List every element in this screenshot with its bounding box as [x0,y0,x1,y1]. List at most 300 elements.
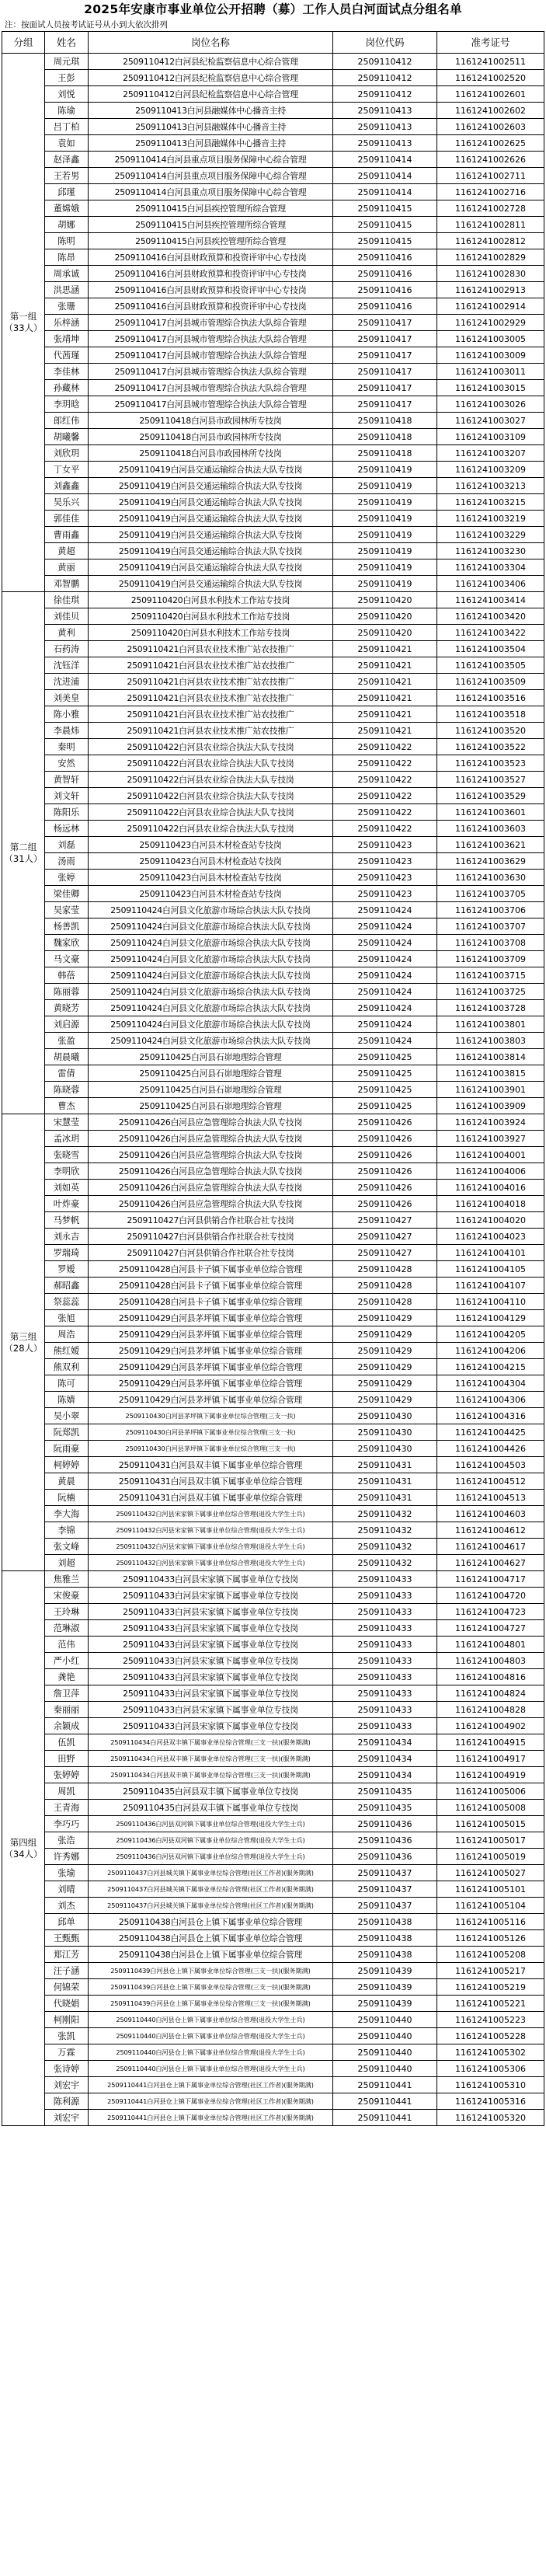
post-name: 2509110436白河县双河镇下属事业单位综合管理(退役大学生士兵) [89,1816,333,1832]
post-code: 2509110418 [333,445,437,462]
post-code: 2509110424 [333,967,437,984]
candidate-name: 罗瑞琦 [45,1245,89,1261]
post-name: 2509110429白河县茅坪镇下属事业单位综合管理 [89,1310,333,1326]
post-code: 2509110437 [333,1865,437,1881]
table-row [2,935,544,951]
candidate-name: 秦明 [45,739,89,755]
post-name: 2509110415白河县疾控管理所综合管理 [89,233,333,249]
post-name: 2509110441白河县仓上镇下属事业单位综合管理(社区工作者)(服务期满) [89,2093,333,2110]
ticket-number: 1161241004513 [437,1490,544,1506]
candidate-name: 汤雨 [45,853,89,870]
post-code: 2509110414 [333,184,437,200]
ticket-number: 1161241005228 [437,2028,544,2044]
post-name: 2509110416白河县财政预算和投资评审中心专技岗 [89,249,333,266]
post-name: 2509110435白河县双丰镇下属事业单位专技岗 [89,1800,333,1816]
post-name: 2509110416白河县财政预算和投资评审中心专技岗 [89,282,333,298]
ticket-number: 1161241003414 [437,592,544,608]
candidate-name: 宋慧莹 [45,1114,89,1131]
ticket-number: 1161241003705 [437,886,544,902]
post-name: 2509110424白河县文化旅游市场综合执法大队专技岗 [89,935,333,951]
post-name: 2509110420白河县水利技术工作站专技岗 [89,608,333,625]
table-row [2,1539,544,1555]
post-code: 2509110413 [333,135,437,152]
candidate-name: 万霖 [45,2044,89,2061]
post-name: 2509110424白河县文化旅游市场综合执法大队专技岗 [89,1033,333,1049]
post-name: 2509110422白河县农业综合执法大队专技岗 [89,821,333,837]
table-row [2,723,544,739]
post-code: 2509110429 [333,1326,437,1343]
table-row [2,2028,544,2044]
post-code: 2509110424 [333,902,437,919]
candidate-name: 王玲琳 [45,1604,89,1620]
post-code: 2509110431 [333,1490,437,1506]
post-code: 2509110430 [333,1424,437,1441]
post-name: 2509110416白河县财政预算和投资评审中心专技岗 [89,266,333,282]
ticket-number: 1161241004816 [437,1669,544,1685]
candidate-name: 王青海 [45,1800,89,1816]
table-row [2,380,544,396]
table-row [2,1669,544,1685]
ticket-number: 1161241004727 [437,1620,544,1637]
table-row [2,396,544,413]
candidate-name: 袁如 [45,135,89,152]
ticket-number: 1161241004304 [437,1375,544,1392]
candidate-name: 秦丽丽 [45,1702,89,1718]
table-row [2,413,544,429]
post-name: 2509110434白河县双丰镇下属事业单位综合管理(三支一扶)(服务期满) [89,1751,333,1767]
table-row [2,119,544,135]
post-name: 2509110422白河县农业综合执法大队专技岗 [89,755,333,772]
table-row [2,1147,544,1163]
ticket-number: 1161241005027 [437,1865,544,1881]
ticket-number: 1161241003707 [437,919,544,935]
ticket-number: 1161241005008 [437,1800,544,1816]
ticket-number: 1161241002811 [437,217,544,233]
post-name: 2509110413白河县融媒体中心播音主持 [89,119,333,135]
table-row [2,462,544,478]
ticket-number: 1161241003230 [437,543,544,559]
post-name: 2509110421白河县农业技术推广站农技推广 [89,706,333,723]
ticket-number: 1161241003527 [437,772,544,788]
candidate-name: 邱单 [45,1914,89,1930]
ticket-number: 1161241003505 [437,657,544,674]
group-label: 第二组（31人） [2,592,45,1114]
candidate-name: 陈阳乐 [45,804,89,821]
table-row [2,1375,544,1392]
post-name: 2509110431白河县双丰镇下属事业单位综合管理 [89,1490,333,1506]
table-row [2,1653,544,1669]
post-code: 2509110413 [333,119,437,135]
table-row [2,1734,544,1751]
post-name: 2509110417白河县城市管理综合执法大队综合管理 [89,315,333,331]
candidate-name: 孟冰玥 [45,1131,89,1147]
candidate-name: 杨善凯 [45,919,89,935]
candidate-name: 陈瑜 [45,103,89,119]
ticket-number: 1161241003219 [437,511,544,527]
table-row [2,821,544,837]
post-code: 2509110415 [333,233,437,249]
table-row [2,1180,544,1196]
table-row [2,184,544,200]
table-row [2,2077,544,2093]
table-row [2,217,544,233]
ticket-number: 1161241003909 [437,1098,544,1114]
table-row [2,674,544,690]
candidate-name: 胡晨曦 [45,1049,89,1065]
candidate-name: 郎红伟 [45,413,89,429]
page-note: 注：按面试人员按考试证号从小到大依次排列 [5,20,168,30]
ticket-number: 1161241002812 [437,233,544,249]
post-code: 2509110419 [333,511,437,527]
ticket-number: 1161241004425 [437,1424,544,1441]
candidate-name: 刘启源 [45,1016,89,1033]
post-name: 2509110430白河县茅坪镇下属事业单位综合管理(三支一扶) [89,1424,333,1441]
ticket-number: 1161241005221 [437,1996,544,2012]
post-name: 2509110428白河县卡子镇下属事业单位综合管理 [89,1294,333,1310]
post-name: 2509110419白河县交通运输综合执法大队专技岗 [89,478,333,494]
candidate-name: 刘美皇 [45,690,89,706]
ticket-number: 1161241003522 [437,739,544,755]
roster-body [2,54,544,2126]
post-name: 2509110421白河县农业技术推广站农技推广 [89,641,333,657]
post-name: 2509110425白河县石峁地理综合管理 [89,1082,333,1098]
candidate-name: 陈丽蓉 [45,984,89,1000]
post-code: 2509110428 [333,1261,437,1278]
post-name: 2509110439白河县仓上镇下属事业单位综合管理(三支一扶)(服务期满) [89,1979,333,1996]
candidate-name: 马梦帆 [45,1212,89,1229]
candidate-name: 丁女平 [45,462,89,478]
post-name: 2509110433白河县宋家镇下属事业单位专技岗 [89,1685,333,1702]
post-code: 2509110424 [333,951,437,967]
post-code: 2509110423 [333,870,437,886]
candidate-name: 王若男 [45,168,89,184]
post-code: 2509110417 [333,380,437,396]
ticket-number: 1161241004215 [437,1359,544,1375]
ticket-number: 1161241003621 [437,837,544,853]
table-row [2,1049,544,1065]
ticket-number: 1161241004717 [437,1571,544,1588]
candidate-name: 郑江芳 [45,1947,89,1963]
candidate-name: 杨远林 [45,821,89,837]
ticket-number: 1161241005223 [437,2012,544,2028]
candidate-name: 乐梓涵 [45,315,89,331]
ticket-number: 1161241003229 [437,527,544,543]
post-code: 2509110417 [333,315,437,331]
candidate-name: 陈利源 [45,2093,89,2110]
table-row [2,1800,544,1816]
ticket-number: 1161241005116 [437,1914,544,1930]
post-name: 2509110433白河县宋家镇下属事业单位专技岗 [89,1571,333,1588]
candidate-name: 李佳林 [45,364,89,380]
candidate-name: 王甄甄 [45,1930,89,1947]
table-row [2,1718,544,1734]
table-row [2,1996,544,2012]
post-name: 2509110430白河县茅坪镇下属事业单位综合管理(三支一扶) [89,1408,333,1424]
post-name: 2509110422白河县农业综合执法大队专技岗 [89,804,333,821]
table-row [2,1571,544,1588]
candidate-name: 李明欣 [45,1163,89,1180]
candidate-name: 曹雨鑫 [45,527,89,543]
ticket-number: 1161241005017 [437,1832,544,1849]
post-code: 2509110436 [333,1849,437,1865]
table-row [2,886,544,902]
table-row [2,804,544,821]
table-row [2,1033,544,1049]
ticket-number: 1161241002830 [437,266,544,282]
post-name: 2509110441白河县仓上镇下属事业单位综合管理(社区工作者)(服务期满) [89,2077,333,2093]
post-code: 2509110437 [333,1898,437,1914]
ticket-number: 1161241005006 [437,1783,544,1800]
candidate-name: 伍凯 [45,1734,89,1751]
post-name: 2509110434白河县双丰镇下属事业单位综合管理(三支一扶)(服务期满) [89,1767,333,1783]
table-row [2,657,544,674]
post-name: 2509110426白河县应急管理综合执法大队专技岗 [89,1180,333,1196]
post-name: 2509110418白河县市政园林所专技岗 [89,413,333,429]
post-name: 2509110424白河县文化旅游市场综合执法大队专技岗 [89,1000,333,1016]
ticket-number: 1161241005302 [437,2044,544,2061]
table-row [2,1098,544,1114]
post-name: 2509110423白河县木材检查站专技岗 [89,853,333,870]
post-code: 2509110426 [333,1180,437,1196]
post-code: 2509110423 [333,837,437,853]
post-code: 2509110427 [333,1212,437,1229]
ticket-number: 1161241004306 [437,1392,544,1408]
table-row [2,772,544,788]
candidate-name: 熊双利 [45,1359,89,1375]
post-code: 2509110440 [333,2044,437,2061]
post-code: 2509110438 [333,1947,437,1963]
table-row [2,1082,544,1098]
table-row [2,1506,544,1522]
ticket-number: 1161241003924 [437,1114,544,1131]
table-row [2,511,544,527]
post-code: 2509110419 [333,478,437,494]
candidate-name: 张凯 [45,2028,89,2044]
group-label: 第一组（33人） [2,54,45,592]
post-name: 2509110419白河县交通运输综合执法大队专技岗 [89,576,333,592]
candidate-name: 沈进浦 [45,674,89,690]
post-code: 2509110412 [333,54,437,70]
ticket-number: 1161241005104 [437,1898,544,1914]
post-code: 2509110440 [333,2012,437,2028]
post-name: 2509110414白河县重点项目服务保障中心综合管理 [89,168,333,184]
post-code: 2509110423 [333,886,437,902]
ticket-number: 1161241004129 [437,1310,544,1326]
candidate-name: 叶炸豪 [45,1196,89,1212]
table-row [2,1685,544,1702]
candidate-name: 柯婷婷 [45,1457,89,1473]
candidate-name: 魏家欣 [45,935,89,951]
candidate-name: 韩蓓 [45,967,89,984]
post-name: 2509110433白河县宋家镇下属事业单位专技岗 [89,1637,333,1653]
post-name: 2509110430白河县茅坪镇下属事业单位综合管理(三支一扶) [89,1441,333,1457]
table-row [2,1588,544,1604]
post-code: 2509110433 [333,1718,437,1734]
candidate-name: 张文峰 [45,1539,89,1555]
ticket-number: 1161241003725 [437,984,544,1000]
ticket-number: 1161241002601 [437,86,544,103]
candidate-name: 黄丽 [45,559,89,576]
table-row [2,282,544,298]
candidate-name: 余颖成 [45,1718,89,1734]
ticket-number: 1161241003715 [437,967,544,984]
post-code: 2509110431 [333,1457,437,1473]
post-name: 2509110433白河县宋家镇下属事业单位专技岗 [89,1588,333,1604]
ticket-number: 1161241004801 [437,1637,544,1653]
ticket-number: 1161241004101 [437,1245,544,1261]
candidate-name: 曹杰 [45,1098,89,1114]
candidate-name: 雷倩 [45,1065,89,1082]
post-name: 2509110440白河县仓上镇下属事业单位综合管理(退役大学生士兵) [89,2012,333,2028]
table-row [2,1424,544,1441]
post-name: 2509110424白河县文化旅游市场综合执法大队专技岗 [89,984,333,1000]
table-row [2,559,544,576]
ticket-number: 1161241004627 [437,1555,544,1571]
post-name: 2509110427白河县供销合作社联合社专技岗 [89,1229,333,1245]
post-code: 2509110422 [333,739,437,755]
candidate-name: 范琳淑 [45,1620,89,1637]
post-code: 2509110429 [333,1392,437,1408]
table-row [2,70,544,86]
candidate-name: 龚艳 [45,1669,89,1685]
post-code: 2509110432 [333,1522,437,1539]
post-name: 2509110425白河县石峁地理综合管理 [89,1049,333,1065]
table-row [2,2012,544,2028]
table-row [2,1245,544,1261]
post-name: 2509110413白河县融媒体中心播音主持 [89,135,333,152]
ticket-number: 1161241005306 [437,2061,544,2077]
table-row [2,2110,544,2126]
post-name: 2509110421白河县农业技术推广站农技推广 [89,674,333,690]
table-row [2,86,544,103]
post-name: 2509110424白河县文化旅游市场综合执法大队专技岗 [89,1016,333,1033]
ticket-number: 1161241002716 [437,184,544,200]
post-code: 2509110414 [333,152,437,168]
post-code: 2509110433 [333,1669,437,1685]
table-row [2,870,544,886]
post-code: 2509110426 [333,1196,437,1212]
candidate-name: 张晓雪 [45,1147,89,1163]
table-row [2,1441,544,1457]
post-code: 2509110433 [333,1637,437,1653]
table-row [2,625,544,641]
page-title: 2025年安康市事业单位公开招聘（募）工作人员白河面试点分组名单 [84,2,462,16]
post-name: 2509110417白河县城市管理综合执法大队综合管理 [89,331,333,347]
candidate-name: 陈明 [45,233,89,249]
post-code: 2509110416 [333,298,437,315]
candidate-name: 周凯 [45,1783,89,1800]
post-code: 2509110428 [333,1278,437,1294]
table-row [2,364,544,380]
ticket-number: 1161241003422 [437,625,544,641]
post-code: 2509110416 [333,249,437,266]
table-row [2,608,544,625]
post-name: 2509110437白河县城关镇下属事业单位综合管理(社区工作者)(服务期满) [89,1865,333,1881]
candidate-name: 柯刚阳 [45,2012,89,2028]
ticket-number: 1161241004001 [437,1147,544,1163]
post-code: 2509110433 [333,1653,437,1669]
table-row [2,1947,544,1963]
candidate-name: 刘晴 [45,1881,89,1898]
candidate-name: 梁佳卿 [45,886,89,902]
table-row [2,1832,544,1849]
table-row [2,2061,544,2077]
table-row [2,152,544,168]
table-row [2,1751,544,1767]
post-code: 2509110418 [333,413,437,429]
ticket-number: 1161241004503 [437,1457,544,1473]
post-code: 2509110426 [333,1114,437,1131]
post-code: 2509110441 [333,2110,437,2126]
table-row [2,919,544,935]
candidate-name: 孙藏林 [45,380,89,396]
ticket-number: 1161241004316 [437,1408,544,1424]
ticket-number: 1161241005217 [437,1963,544,1979]
table-row [2,1310,544,1326]
candidate-name: 胡曦馨 [45,429,89,445]
ticket-number: 1161241003027 [437,413,544,429]
table-row [2,1065,544,1082]
table-row [2,739,544,755]
candidate-name: 陈晓蓉 [45,1082,89,1098]
post-code: 2509110422 [333,788,437,804]
post-code: 2509110441 [333,2077,437,2093]
table-row [2,788,544,804]
candidate-name: 邓智鹏 [45,576,89,592]
ticket-number: 1161241003630 [437,870,544,886]
ticket-number: 1161241003708 [437,935,544,951]
ticket-number: 1161241003801 [437,1016,544,1033]
post-code: 2509110434 [333,1767,437,1783]
post-name: 2509110435白河县双丰镇下属事业单位专技岗 [89,1783,333,1800]
post-code: 2509110414 [333,168,437,184]
post-name: 2509110423白河县木材检查站专技岗 [89,837,333,853]
ticket-number: 1161241003603 [437,821,544,837]
table-row [2,315,544,331]
post-name: 2509110428白河县卡子镇下属事业单位综合管理 [89,1261,333,1278]
ticket-number: 1161241004720 [437,1588,544,1604]
post-name: 2509110428白河县卡子镇下属事业单位综合管理 [89,1278,333,1294]
post-name: 2509110429白河县茅坪镇下属事业单位综合管理 [89,1359,333,1375]
header-post: 岗位名称 [89,32,333,54]
candidate-name: 李晨炜 [45,723,89,739]
table-row [2,984,544,1000]
ticket-number: 1161241002626 [437,152,544,168]
header-name: 姓名 [45,32,89,54]
post-code: 2509110419 [333,462,437,478]
candidate-name: 张瑜 [45,1865,89,1881]
post-code: 2509110433 [333,1604,437,1620]
ticket-number: 1161241003011 [437,364,544,380]
ticket-number: 1161241004512 [437,1473,544,1490]
table-row [2,1457,544,1473]
post-name: 2509110433白河县宋家镇下属事业单位专技岗 [89,1702,333,1718]
candidate-name: 张靖坤 [45,331,89,347]
candidate-name: 李锦 [45,1522,89,1539]
ticket-number: 1161241003601 [437,804,544,821]
post-name: 2509110436白河县双河镇下属事业单位综合管理(退役大学生士兵) [89,1849,333,1865]
table-row [2,1326,544,1343]
post-code: 2509110440 [333,2061,437,2077]
candidate-name: 刘磊 [45,837,89,853]
candidate-name: 黄超 [45,543,89,559]
candidate-name: 刘永吉 [45,1229,89,1245]
post-name: 2509110419白河县交通运输综合执法大队专技岗 [89,527,333,543]
post-code: 2509110424 [333,919,437,935]
candidate-name: 罗嫒 [45,1261,89,1278]
table-row [2,1212,544,1229]
post-code: 2509110435 [333,1783,437,1800]
